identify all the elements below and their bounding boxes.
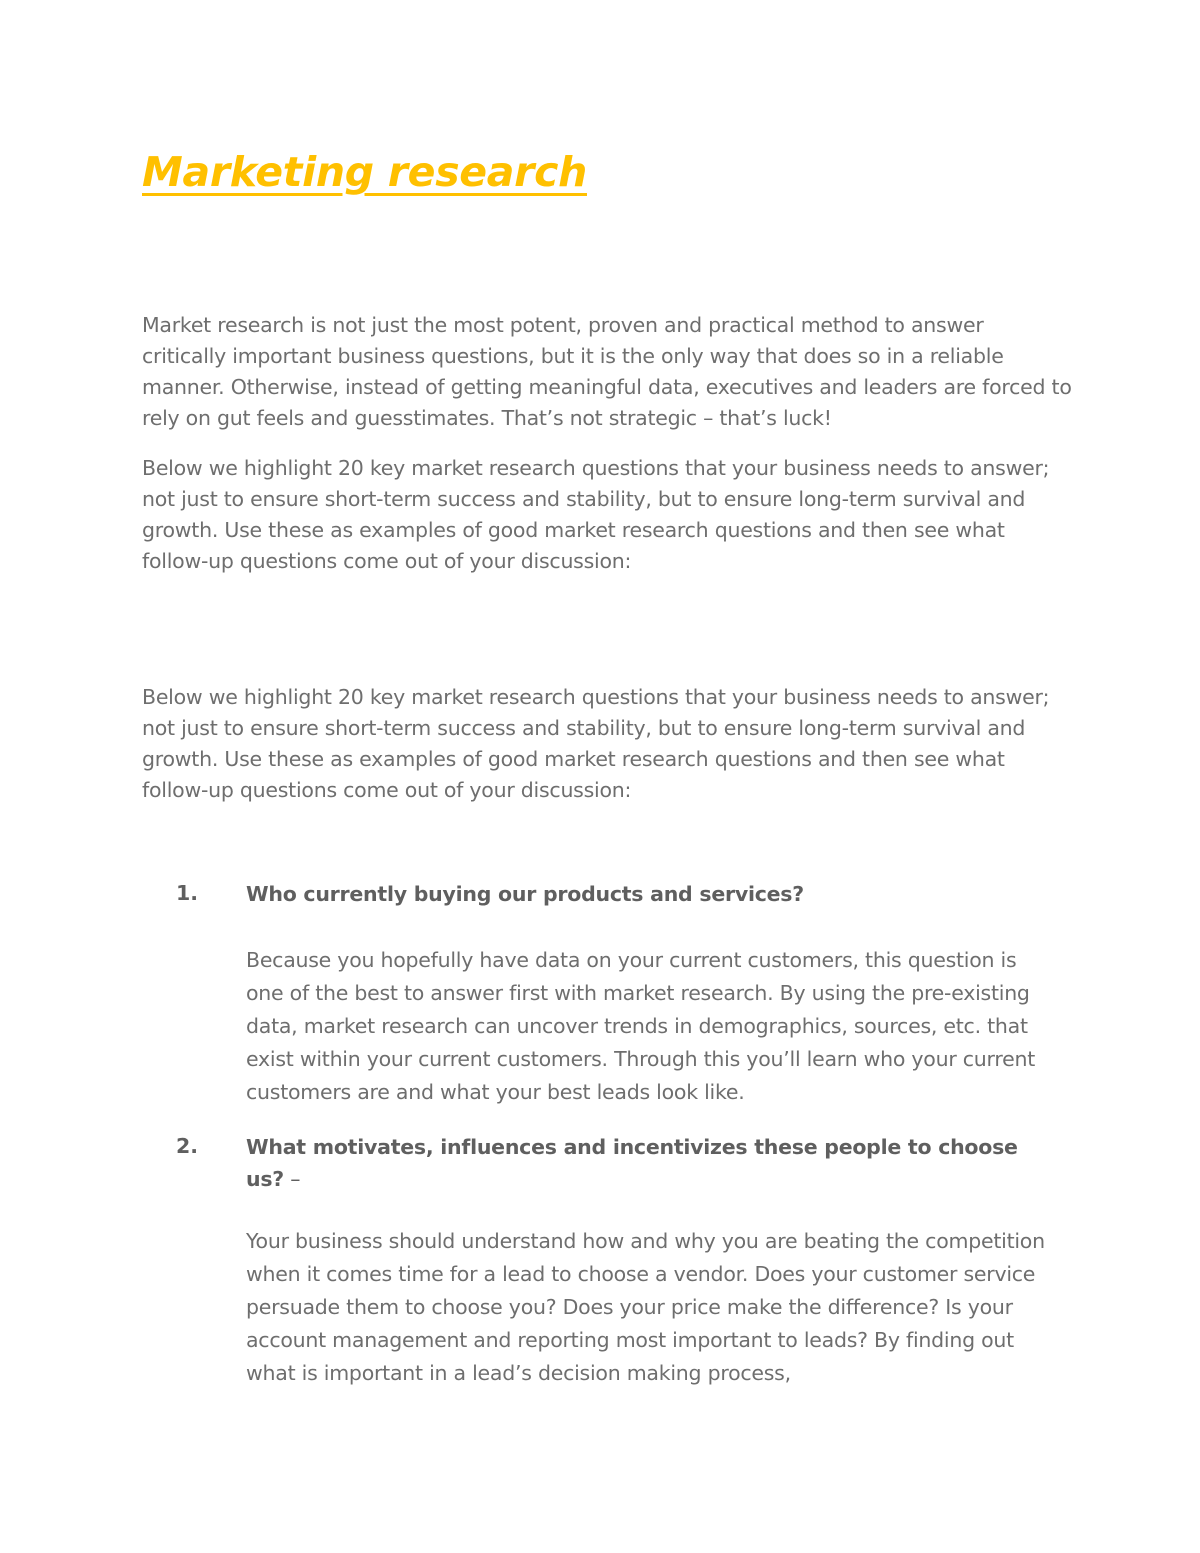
- question-item: [142, 878, 1062, 1109]
- document-title: Marketing research: [142, 148, 587, 196]
- question-number: 2.: [176, 1134, 199, 1158]
- question-title-suffix: –: [283, 1167, 301, 1191]
- question-body: Because you hopefully have data on your current customers, this question is one of the best to answer first with market research. By using the pre-existing data, market research can uncover trends in demographics, sources, etc. that exist within your current customers. Through this you’ll learn who your current customers are and what your best leads look like.: [246, 948, 1035, 1104]
- question-title-text: What motivates, influences and incentivizes these people to choose us?: [246, 1135, 1018, 1191]
- question-title: [246, 878, 1062, 910]
- question-title-text: Who currently buying our products and services?: [246, 882, 804, 906]
- highlight-paragraph-repeat: Below we highlight 20 key market research questions that your business needs to answer; not just to ensure short-term success and stability, but to ensure long-term survival and growth. Use these as examples of good market research questions and then see what follow-up questions come out of your discussion:: [142, 685, 1050, 802]
- question-item: [142, 1131, 1062, 1390]
- highlight-paragraph: Below we highlight 20 key market research questions that your business needs to answer; not just to ensure short-term success and stability, but to ensure long-term survival and growth. Use these as examples of good market research questions and then see what follow-up questions come out of your discussion:: [142, 456, 1050, 573]
- intro-paragraph: Market research is not just the most potent, proven and practical method to answer critically important business questions, but it is the only way that does so in a reliable manner. Otherwise, instead of getting meaningful data, executives and leaders are forced to rely on gut feels and guesstimates. That’s not strategic – that’s luck!: [142, 313, 1072, 430]
- question-title: [246, 1131, 1036, 1195]
- question-body: Your business should understand how and why you are beating the competition when it comes time for a lead to choose a vendor. Does your customer service persuade them to choose you? Does your price make the difference? Is your account management and reporting most important to leads? By finding out what is important in a lead’s decision making process,: [246, 1229, 1045, 1385]
- question-number: 1.: [176, 881, 199, 905]
- question-list: [142, 878, 1062, 1390]
